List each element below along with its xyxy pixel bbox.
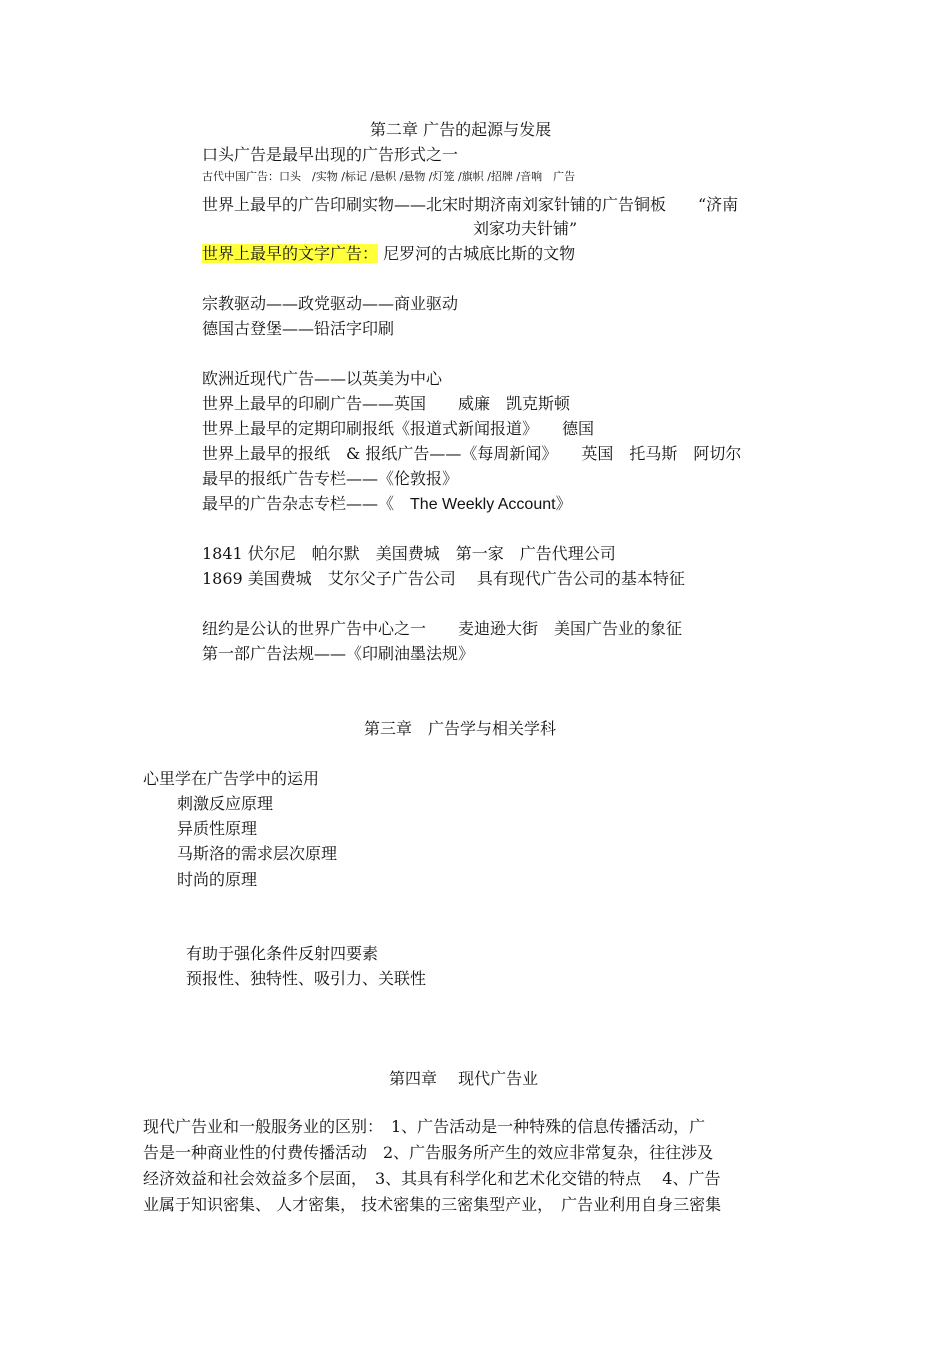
line-gutenberg: 德国古登堡——铅活字印刷 <box>202 319 395 338</box>
line-ancient-china-ads: 古代中国广告：口头 /实物 /标记 /悬帜 /悬物 /灯笼 /旗帜 /招牌 /音响 广告 <box>202 170 576 183</box>
line-maslow: 马斯洛的需求层次原理 <box>177 844 338 863</box>
line-earliest-periodical: 世界上最早的定期印刷报纸《报道式新闻报道》 德国 <box>202 419 595 438</box>
text-ad-detail: 尼罗河的古城底比斯的文物 <box>378 244 576 263</box>
paragraph-line-2: 告是一种商业性的付费传播活动 2、广告服务所产生的效应非常复杂，往往涉及 <box>143 1143 714 1162</box>
line-drivers: 宗教驱动——政党驱动——商业驱动 <box>202 294 459 313</box>
magazine-column-suffix: 》 <box>555 494 572 513</box>
magazine-title: The Weekly Account <box>410 496 556 513</box>
line-four-elements-list: 预报性、独特性、吸引力、关联性 <box>186 969 427 988</box>
line-earliest-newspaper: 世界上最早的报纸 & 报纸广告——《每周新闻》 英国 托马斯 阿切尔 <box>202 444 742 463</box>
line-earliest-newspaper-column: 最早的报纸广告专栏——《伦敦报》 <box>202 469 459 488</box>
chapter-3-title: 第三章 广告学与相关学科 <box>364 719 557 738</box>
line-heterogeneity: 异质性原理 <box>177 819 258 838</box>
paragraph-line-1: 现代广告业和一般服务业的区别： 1、广告活动是一种特殊的信息传播活动，广 <box>143 1117 706 1136</box>
line-1869: 1869 美国费城 艾尔父子广告公司 具有现代广告公司的基本特征 <box>202 569 685 588</box>
paragraph-line-3: 经济效益和社会效益多个层面， 3、其具有科学化和艺术化交错的特点 4、广告 <box>143 1169 721 1188</box>
line-earliest-magazine-column <box>202 493 572 516</box>
line-stimulus-response: 刺激反应原理 <box>177 794 274 813</box>
line-1841: 1841 伏尔尼 帕尔默 美国费城 第一家 广告代理公司 <box>202 544 616 563</box>
line-earliest-printed-ad: 世界上最早的印刷广告——英国 威廉 凯克斯顿 <box>202 394 571 413</box>
line-psychology: 心里学在广告学中的运用 <box>143 769 320 788</box>
highlighted-text: 世界上最早的文字广告： <box>202 244 379 263</box>
line-four-elements: 有助于强化条件反射四要素 <box>186 944 379 963</box>
line-earliest-text-ad <box>202 243 575 265</box>
line-europe-modern-ads: 欧洲近现代广告——以英美为中心 <box>202 369 443 388</box>
line-earliest-print-object-cont: 刘家功夫针铺” <box>473 219 578 238</box>
line-first-ad-law: 第一部广告法规——《印刷油墨法规》 <box>202 644 475 663</box>
magazine-column-prefix: 最早的广告杂志专栏——《 <box>202 494 411 513</box>
paragraph-line-4: 业属于知识密集、 人才密集， 技术密集的三密集型产业， 广告业利用自身三密集 <box>143 1195 722 1214</box>
chapter-2-title: 第二章 广告的起源与发展 <box>370 120 552 139</box>
line-fashion: 时尚的原理 <box>177 870 258 889</box>
line-oral-ads: 口头广告是最早出现的广告形式之一 <box>202 145 459 164</box>
chapter-4-title: 第四章 现代广告业 <box>389 1069 539 1088</box>
line-earliest-print-object: 世界上最早的广告印刷实物——北宋时期济南刘家针铺的广告铜板 “济南 <box>202 195 739 214</box>
line-new-york: 纽约是公认的世界广告中心之一 麦迪逊大街 美国广告业的象征 <box>202 619 683 638</box>
